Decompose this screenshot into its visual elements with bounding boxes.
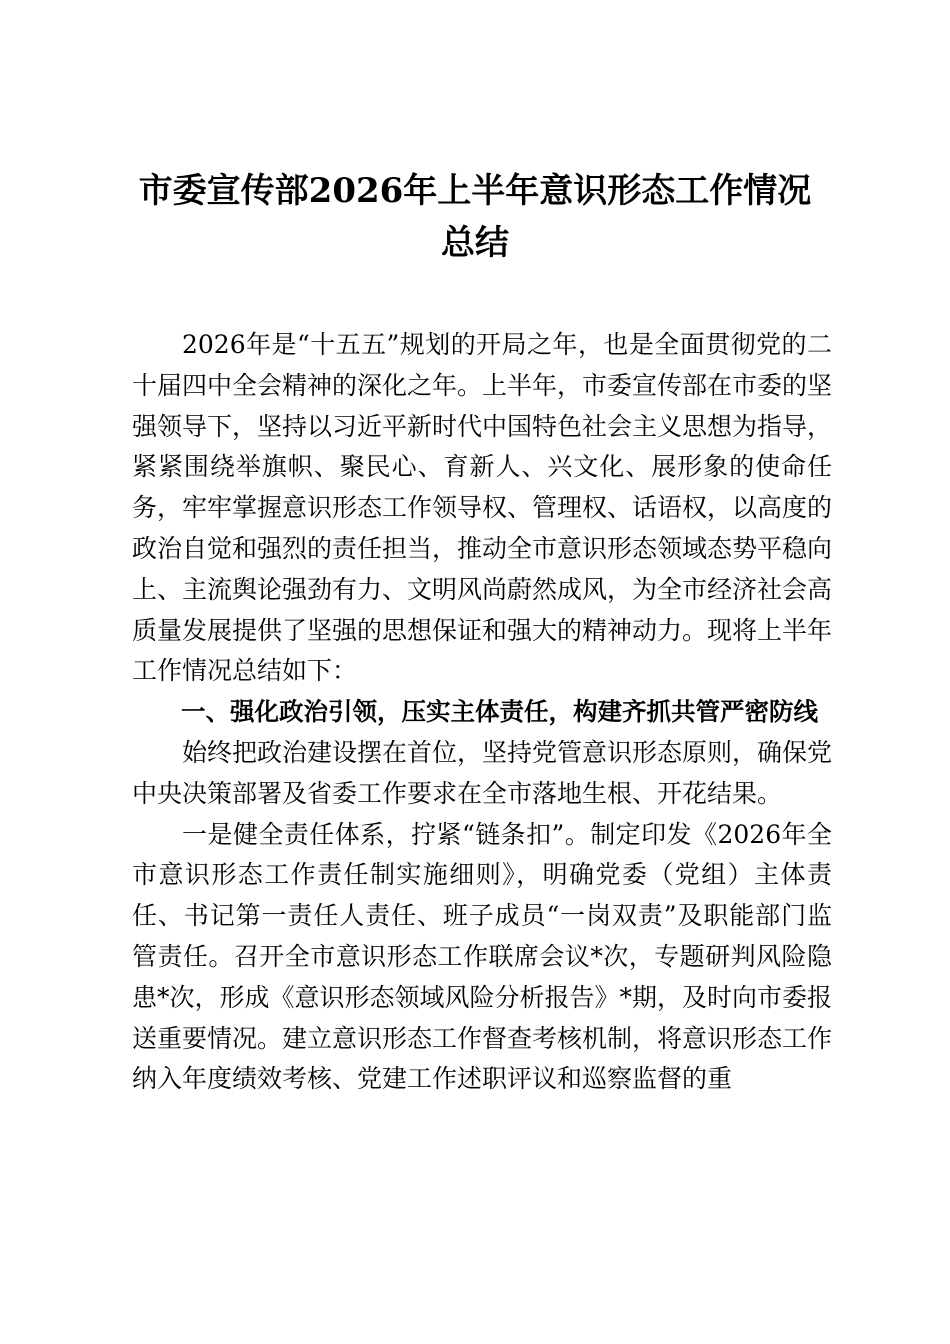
- document-title-line-1: 市委宣传部2026年上半年意识形态工作情况: [138, 171, 812, 211]
- section-1-point-1-paragraph: 一是健全责任体系，拧紧“链条扣”。制定印发《2026年全市意识形态工作责任制实施细则》，明确党委（党组）主体责任、书记第一责任人责任、班子成员“一岗双责”及职能部门监管责任。召开全市意识形态工作联席会议*次，专题研判风险隐患*次，形成《意识形态领域风险分析报告》*期，及时向市委报送重要情况。建立意识形态工作督查考核机制，将意识形态工作纳入年度绩效考核、党建工作述职评议和巡察监督的重: [132, 819, 833, 1094]
- section-heading-1: 一、强化政治引领，压实主体责任，构建齐抓共管严密防线: [181, 697, 818, 727]
- intro-paragraph: 2026年是“十五五”规划的开局之年，也是全面贯彻党的二十届四中全会精神的深化之年。上半年，市委宣传部在市委的坚强领导下，坚持以习近平新时代中国特色社会主义思想为指导，紧紧围绕举旗帜、聚民心、育新人、兴文化、展形象的使命任务，牢牢掌握意识形态工作领导权、管理权、话语权，以高度的政治自觉和强烈的责任担当，推动全市意识形态领域态势平稳向上、主流舆论强劲有力、文明风尚蔚然成风，为全市经济社会高质量发展提供了坚强的思想保证和强大的精神动力。现将上半年工作情况总结如下：: [132, 330, 833, 686]
- section-1-paragraph: 始终把政治建设摆在首位，坚持党管意识形态原则，确保党中央决策部署及省委工作要求在全市落地生根、开花结果。: [132, 737, 833, 808]
- document-body: [132, 325, 832, 1100]
- document-title-line-2: 总结: [441, 223, 509, 263]
